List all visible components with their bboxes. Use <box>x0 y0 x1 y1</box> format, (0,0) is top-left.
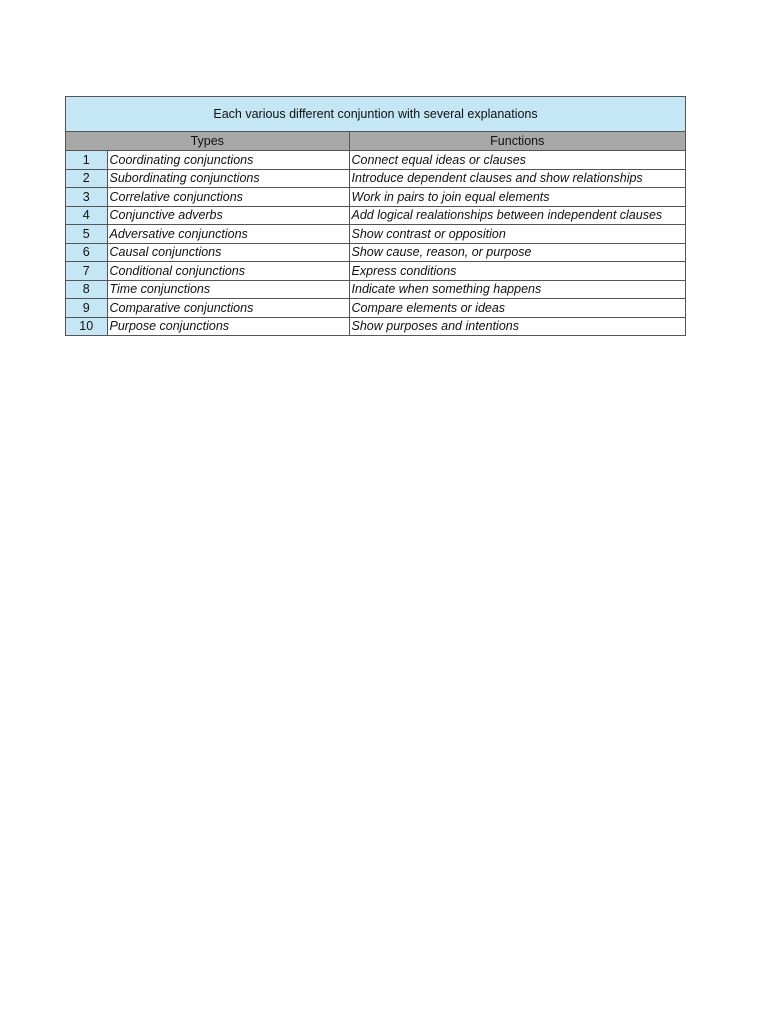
type-cell[interactable]: Adversative conjunctions <box>107 225 349 244</box>
conjunction-table <box>65 96 686 336</box>
table-row <box>66 225 685 244</box>
row-number-cell[interactable]: 6 <box>66 243 107 262</box>
function-cell[interactable]: Express conditions <box>349 262 685 281</box>
table-row <box>66 280 685 299</box>
type-cell[interactable]: Causal conjunctions <box>107 243 349 262</box>
row-number-cell[interactable]: 3 <box>66 188 107 207</box>
row-number-cell[interactable]: 5 <box>66 225 107 244</box>
table-row <box>66 169 685 188</box>
table-row <box>66 262 685 281</box>
function-cell[interactable]: Show cause, reason, or purpose <box>349 243 685 262</box>
header-row <box>66 132 685 151</box>
table-row <box>66 188 685 207</box>
function-cell[interactable]: Indicate when something happens <box>349 280 685 299</box>
row-number-cell[interactable]: 7 <box>66 262 107 281</box>
function-cell[interactable]: Connect equal ideas or clauses <box>349 151 685 170</box>
table-row <box>66 243 685 262</box>
table-row <box>66 206 685 225</box>
function-cell[interactable]: Show contrast or opposition <box>349 225 685 244</box>
table-row <box>66 151 685 170</box>
data-grid <box>66 132 685 335</box>
type-cell[interactable]: Coordinating conjunctions <box>107 151 349 170</box>
row-number-cell[interactable]: 9 <box>66 299 107 318</box>
type-cell[interactable]: Conditional conjunctions <box>107 262 349 281</box>
type-cell[interactable]: Subordinating conjunctions <box>107 169 349 188</box>
type-cell[interactable]: Purpose conjunctions <box>107 317 349 335</box>
row-number-cell[interactable]: 10 <box>66 317 107 335</box>
type-cell[interactable]: Conjunctive adverbs <box>107 206 349 225</box>
types-header[interactable]: Types <box>66 132 349 151</box>
functions-header[interactable]: Functions <box>349 132 685 151</box>
row-number-cell[interactable]: 2 <box>66 169 107 188</box>
table-row <box>66 317 685 335</box>
row-number-cell[interactable]: 8 <box>66 280 107 299</box>
table-title[interactable]: Each various different conjuntion with several explanations <box>66 97 685 132</box>
row-number-cell[interactable]: 4 <box>66 206 107 225</box>
function-cell[interactable]: Introduce dependent clauses and show relationships <box>349 169 685 188</box>
row-number-cell[interactable]: 1 <box>66 151 107 170</box>
function-cell[interactable]: Work in pairs to join equal elements <box>349 188 685 207</box>
type-cell[interactable]: Comparative conjunctions <box>107 299 349 318</box>
table-row <box>66 299 685 318</box>
type-cell[interactable]: Time conjunctions <box>107 280 349 299</box>
type-cell[interactable]: Correlative conjunctions <box>107 188 349 207</box>
function-cell[interactable]: Compare elements or ideas <box>349 299 685 318</box>
function-cell[interactable]: Show purposes and intentions <box>349 317 685 335</box>
function-cell[interactable]: Add logical realationships between independent clauses <box>349 206 685 225</box>
